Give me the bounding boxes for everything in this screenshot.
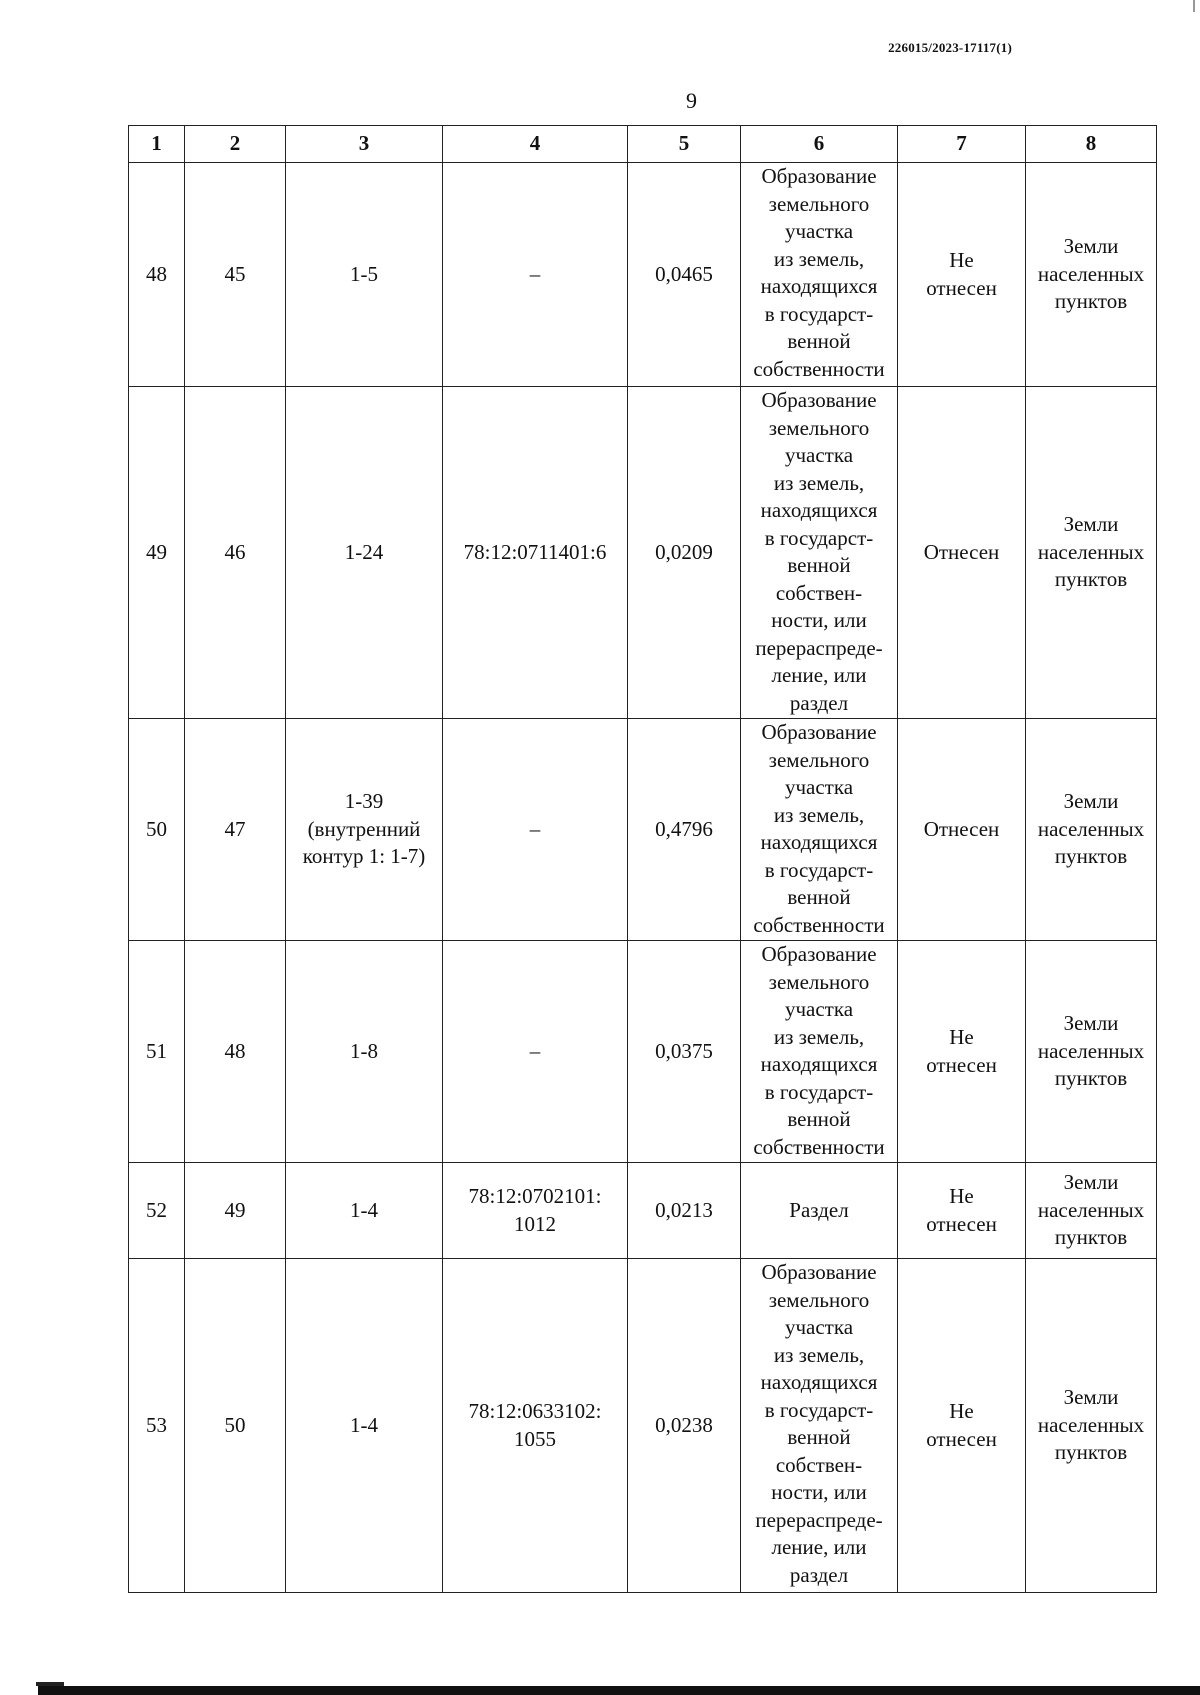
land-category: Земли населенных пунктов xyxy=(1026,719,1157,941)
land-category: Земли населенных пунктов xyxy=(1026,387,1157,719)
formation-method: Образование земельного участка из земель, находящихся в государст- венной собственности xyxy=(741,941,898,1163)
column-header: 2 xyxy=(185,126,286,163)
point-range: 1-39 (внутренний контур 1: 1-7) xyxy=(286,719,443,941)
column-header: 4 xyxy=(443,126,628,163)
assignment-status: Отнесен xyxy=(898,387,1026,719)
cadastral-number: – xyxy=(443,719,628,941)
land-category: Земли населенных пунктов xyxy=(1026,941,1157,1163)
row-number: 50 xyxy=(129,719,185,941)
row-number: 52 xyxy=(129,1163,185,1259)
plot-number: 45 xyxy=(185,163,286,387)
area-value: 0,0238 xyxy=(628,1259,741,1593)
plot-number: 50 xyxy=(185,1259,286,1593)
area-value: 0,4796 xyxy=(628,719,741,941)
cadastral-number: – xyxy=(443,163,628,387)
document-id: 226015/2023-17117(1) xyxy=(888,40,1012,55)
assignment-status: Не отнесен xyxy=(898,1163,1026,1259)
formation-method: Образование земельного участка из земель, находящихся в государст- венной собствен- ности, или перераспреде- ление, или раздел xyxy=(741,387,898,719)
formation-method: Раздел xyxy=(741,1163,898,1259)
column-header: 1 xyxy=(129,126,185,163)
land-category: Земли населенных пунктов xyxy=(1026,1163,1157,1259)
plot-number: 47 xyxy=(185,719,286,941)
land-category: Земли населенных пунктов xyxy=(1026,163,1157,387)
plot-number: 49 xyxy=(185,1163,286,1259)
column-header: 8 xyxy=(1026,126,1157,163)
row-number: 49 xyxy=(129,387,185,719)
column-header: 5 xyxy=(628,126,741,163)
scan-bottom-border xyxy=(38,1686,1200,1695)
formation-method: Образование земельного участка из земель, находящихся в государст- венной собственности xyxy=(741,163,898,387)
assignment-status: Отнесен xyxy=(898,719,1026,941)
area-value: 0,0209 xyxy=(628,387,741,719)
land-plots-table xyxy=(128,125,1157,1593)
formation-method: Образование земельного участка из земель, находящихся в государст- венной собственности xyxy=(741,719,898,941)
point-range: 1-4 xyxy=(286,1259,443,1593)
plot-number: 48 xyxy=(185,941,286,1163)
table-row xyxy=(129,719,1157,941)
page-number: 9 xyxy=(686,88,697,113)
column-header: 7 xyxy=(898,126,1026,163)
table-row xyxy=(129,1163,1157,1259)
point-range: 1-4 xyxy=(286,1163,443,1259)
land-category: Земли населенных пунктов xyxy=(1026,1259,1157,1593)
cadastral-number: – xyxy=(443,941,628,1163)
table-header-row xyxy=(129,126,1157,163)
assignment-status: Не отнесен xyxy=(898,163,1026,387)
scan-edge-mark xyxy=(1193,0,1195,12)
cadastral-number: 78:12:0711401:6 xyxy=(443,387,628,719)
table-row xyxy=(129,387,1157,719)
area-value: 0,0375 xyxy=(628,941,741,1163)
cadastral-number: 78:12:0633102: 1055 xyxy=(443,1259,628,1593)
row-number: 48 xyxy=(129,163,185,387)
point-range: 1-8 xyxy=(286,941,443,1163)
row-number: 53 xyxy=(129,1259,185,1593)
point-range: 1-5 xyxy=(286,163,443,387)
column-header: 6 xyxy=(741,126,898,163)
point-range: 1-24 xyxy=(286,387,443,719)
area-value: 0,0465 xyxy=(628,163,741,387)
assignment-status: Не отнесен xyxy=(898,1259,1026,1593)
cadastral-number: 78:12:0702101: 1012 xyxy=(443,1163,628,1259)
area-value: 0,0213 xyxy=(628,1163,741,1259)
column-header: 3 xyxy=(286,126,443,163)
row-number: 51 xyxy=(129,941,185,1163)
table-row xyxy=(129,941,1157,1163)
table-row xyxy=(129,1259,1157,1593)
formation-method: Образование земельного участка из земель, находящихся в государст- венной собствен- ности, или перераспреде- ление, или раздел xyxy=(741,1259,898,1593)
plot-number: 46 xyxy=(185,387,286,719)
table-row xyxy=(129,163,1157,387)
assignment-status: Не отнесен xyxy=(898,941,1026,1163)
